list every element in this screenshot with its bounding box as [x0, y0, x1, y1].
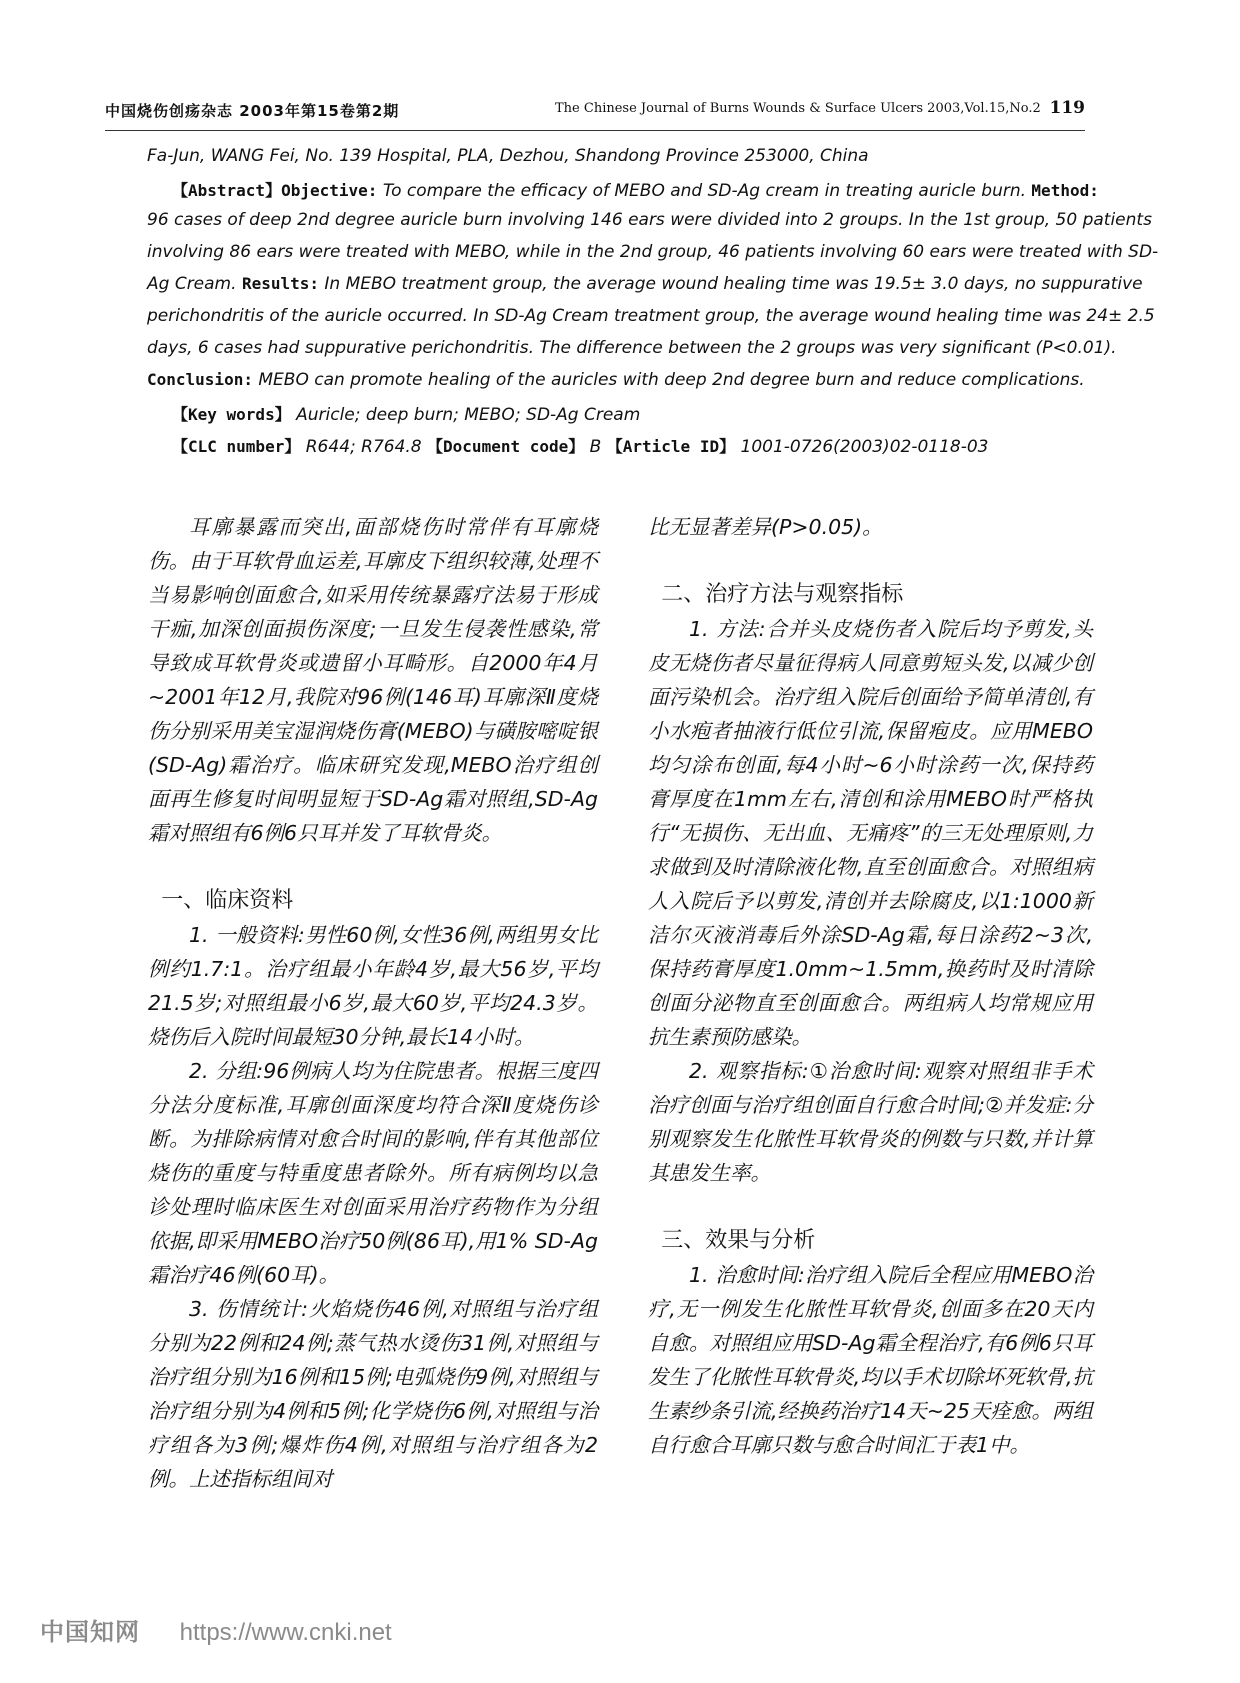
doc-code-label: 【Document code】	[427, 437, 585, 456]
intro-paragraph: 耳廓暴露而突出,面部烧伤时常伴有耳廓烧伤。由于耳软骨血运差,耳廓皮下组织较薄,处理不当易影响创面愈合,如采用传统暴露疗法易于形成干痂,加深创面损伤深度;一旦发生侵袭性感染,常导致成耳软骨炎或遗留小耳畸形。自2000年4月~2001年12月,我院对96例(146耳)耳廓深Ⅱ度烧伤分别采用美宝湿润烧伤膏(MEBO)与磺胺嘧啶银(SD-Ag)霜治疗。临床研究发现,MEBO治疗组创面再生修复时间明显短于SD-Ag霜对照组,SD-Ag霜对照组有6例6只耳并发了耳软骨炎。	[148, 515, 598, 845]
keywords-label: 【Key words】	[172, 405, 291, 424]
section-1-paragraph-2: 2. 分组:96例病人均为住院患者。根据三度四分法分度标准,耳廓创面深度均符合深Ⅱ度烧伤诊断。为排除病情对愈合时间的影响,伴有其他部位烧伤的重度与特重度患者除外。所有病例均以急诊处理时临床医生对创面采用治疗药物作为分组依据,即采用MEBO治疗50例(86耳),用1% SD-Ag霜治疗46例(60耳)。	[148, 1059, 598, 1287]
method-line-1: 96 cases of deep 2nd degree auricle burn involving 146 ears were divided into 2 groups. In the 1st group, 50 patients	[147, 210, 1152, 230]
clc-label: 【CLC number】	[172, 437, 301, 456]
section-3-heading: 三、效果与分析	[661, 1228, 816, 1253]
cnki-url[interactable]: https://www.cnki.net	[179, 1619, 392, 1646]
objective-label: 【Abstract】Objective:	[172, 181, 378, 200]
keywords-line	[172, 402, 1122, 425]
article-id-text: 1001-0726(2003)02-0118-03	[740, 437, 989, 457]
clc-text: R644; R764.8	[305, 437, 422, 457]
section-2-paragraph-1: 1. 方法:合并头皮烧伤者入院后均予剪发,头皮无烧伤者尽量征得病人同意剪短头发,以减少创面污染机会。治疗组入院后创面给予简单清创,有小水疱者抽液行低位引流,保留疱皮。应用MEBO均匀涂布创面,每4小时~6小时涂药一次,保持药膏厚度在1mm左右,清创和涂用MEBO时严格执行“无损伤、无出血、无痛疼”的三无处理原则,力求做到及时清除液化物,直至创面愈合。对照组病人入院后予以剪发,清创并去除腐皮,以1:1000新洁尔灭液消毒后外涂SD-Ag霜,每日涂药2~3次,保持药膏厚度1.0mm~1.5mm,换药时及时清除创面分泌物直至创面愈合。两组病人均常规应用抗生素预防感染。	[648, 617, 1093, 1049]
results-line-3: days, 6 cases had suppurative perichondritis. The difference between the 2 groups was very significant (P<0.01).	[147, 338, 1117, 358]
cnki-logo: 中国知网	[40, 1618, 140, 1646]
method-line-2: involving 86 ears were treated with MEBO, while in the 2nd group, 46 patients involving 60 ears were treated with SD-	[147, 242, 1159, 262]
method-label: Method:	[1031, 181, 1099, 200]
conclusion-label: Conclusion:	[147, 370, 253, 389]
conclusion-line	[147, 370, 1097, 390]
affiliation: Fa-Jun, WANG Fei, No. 139 Hospital, PLA, Dezhou, Shandong Province 253000, China	[147, 146, 869, 166]
results-line-2: perichondritis of the auricle occurred. In SD-Ag Cream treatment group, the average wound healing time was 24± 2.5	[147, 306, 1155, 326]
right-column	[648, 510, 1093, 1462]
method-line-3: Ag Cream.	[147, 274, 237, 294]
section-1-paragraph-3: 3. 伤情统计:火焰烧伤46例,对照组与治疗组分别为22例和24例;蒸气热水烫伤31例,对照组与治疗组分别为16例和15例;电弧烧伤9例,对照组与治疗组分别为4例和5例;化学烧伤6例,对照组与治疗组各为3例;爆炸伤4例,对照组与治疗组各为2例。上述指标组间对	[148, 1297, 598, 1491]
header-rule	[105, 130, 1085, 131]
section-2-heading: 二、治疗方法与观察指标	[661, 582, 904, 607]
conclusion-text: MEBO can promote healing of the auricles with deep 2nd degree burn and reduce complications.	[258, 370, 1085, 390]
abstract-objective-line	[172, 178, 1122, 201]
section-1-paragraph-1: 1. 一般资料:男性60例,女性36例,两组男女比例约1.7:1。治疗组最小年龄4岁,最大56岁,平均21.5岁;对照组最小6岁,最大60岁,平均24.3岁。烧伤后入院时间最短30分钟,最长14小时。	[148, 923, 598, 1049]
continued-paragraph: 比无显著差异(P>0.05)。	[648, 515, 883, 539]
results-line-1: In MEBO treatment group, the average wound healing time was 19.5± 3.0 days, no suppurative	[324, 274, 1143, 294]
section-2-paragraph-2: 2. 观察指标:①治愈时间:观察对照组非手术治疗创面与治疗组创面自行愈合时间;②并发症:分别观察发生化脓性耳软骨炎的例数与只数,并计算其患发生率。	[648, 1059, 1093, 1185]
journal-title-cn: 中国烧伤创疡杂志 2003年第15卷第2期	[105, 102, 400, 120]
keywords-text: Auricle; deep burn; MEBO; SD-Ag Cream	[296, 405, 641, 425]
left-column	[148, 510, 598, 1496]
doc-code-text: B	[589, 437, 602, 457]
section-3-paragraph-1: 1. 治愈时间:治疗组入院后全程应用MEBO治疗,无一例发生化脓性耳软骨炎,创面多在20天内自愈。对照组应用SD-Ag霜全程治疗,有6例6只耳发生了化脓性耳软骨炎,均以手术切除坏死软骨,抗生素纱条引流,经换药治疗14天~25天痊愈。两组自行愈合耳廓只数与愈合时间汇于表1中。	[648, 1263, 1093, 1457]
watermark-footer	[40, 1612, 392, 1647]
objective-text: To compare the efficacy of MEBO and SD-Ag cream in treating auricle burn.	[382, 181, 1027, 201]
results-label: Results:	[241, 274, 319, 293]
page-number: 119	[1049, 98, 1085, 118]
article-id-label: 【Article ID】	[606, 437, 736, 456]
journal-title-en: The Chinese Journal of Burns Wounds & Surface Ulcers 2003,Vol.15,No.2	[555, 101, 1041, 116]
classification-line	[172, 434, 1122, 457]
section-1-heading: 一、临床资料	[161, 888, 294, 913]
method-results-line	[147, 274, 1143, 294]
journal-header	[105, 100, 1085, 124]
